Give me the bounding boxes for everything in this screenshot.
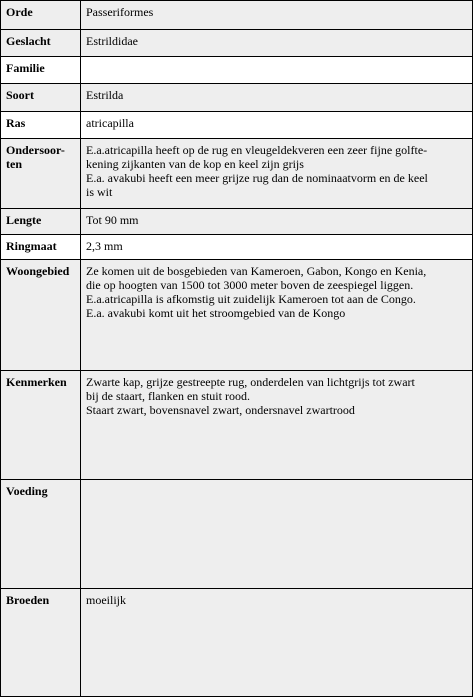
row-ras bbox=[1, 112, 473, 139]
value-ondersoorten: E.a.atricapilla heeft op de rug en vleugeldekveren een zeer fijne golfte- kening zijkanten van de kop en keel zijn grijs E.a. avakubi heeft een meer grijze rug dan de nominaatvorm en de keel is wit bbox=[81, 139, 473, 209]
value-orde: Passeriformes bbox=[81, 1, 473, 30]
row-ringmaat bbox=[1, 235, 473, 260]
row-voeding bbox=[1, 480, 473, 589]
row-familie bbox=[1, 57, 473, 84]
value-kenmerken: Zwarte kap, grijze gestreepte rug, onderdelen van lichtgrijs tot zwart bij de staart, flanken en stuit rood. Staart zwart, bovensnavel zwart, ondersnavel zwartrood bbox=[81, 371, 473, 480]
label-soort: Soort bbox=[1, 84, 81, 112]
row-geslacht bbox=[1, 30, 473, 57]
label-kenmerken: Kenmerken bbox=[1, 371, 81, 480]
row-orde bbox=[1, 1, 473, 30]
row-soort bbox=[1, 84, 473, 112]
label-ras: Ras bbox=[1, 112, 81, 139]
label-orde: Orde bbox=[1, 1, 81, 30]
label-ringmaat: Ringmaat bbox=[1, 235, 81, 260]
value-broeden: moeilijk bbox=[81, 589, 473, 697]
value-woongebied: Ze komen uit de bosgebieden van Kameroen, Gabon, Kongo en Kenia, die op hoogten van 1500 tot 3000 meter boven de zeespiegel liggen. E.a.atricapilla is afkomstig uit zuidelijk Kameroen tot aan de Congo. E.a. avakubi komt uit het stroomgebied van de Kongo bbox=[81, 260, 473, 371]
label-lengte: Lengte bbox=[1, 209, 81, 235]
row-broeden bbox=[1, 589, 473, 697]
row-kenmerken bbox=[1, 371, 473, 480]
value-familie bbox=[81, 57, 473, 84]
label-geslacht: Geslacht bbox=[1, 30, 81, 57]
row-woongebied bbox=[1, 260, 473, 371]
value-voeding bbox=[81, 480, 473, 589]
value-lengte: Tot 90 mm bbox=[81, 209, 473, 235]
value-ras: atricapilla bbox=[81, 112, 473, 139]
label-woongebied: Woongebied bbox=[1, 260, 81, 371]
row-ondersoorten bbox=[1, 139, 473, 209]
value-geslacht: Estrildidae bbox=[81, 30, 473, 57]
value-soort: Estrilda bbox=[81, 84, 473, 112]
label-ondersoorten: Ondersoor- ten bbox=[1, 139, 81, 209]
row-lengte bbox=[1, 209, 473, 235]
label-broeden: Broeden bbox=[1, 589, 81, 697]
label-familie: Familie bbox=[1, 57, 81, 84]
value-ringmaat: 2,3 mm bbox=[81, 235, 473, 260]
label-voeding: Voeding bbox=[1, 480, 81, 589]
